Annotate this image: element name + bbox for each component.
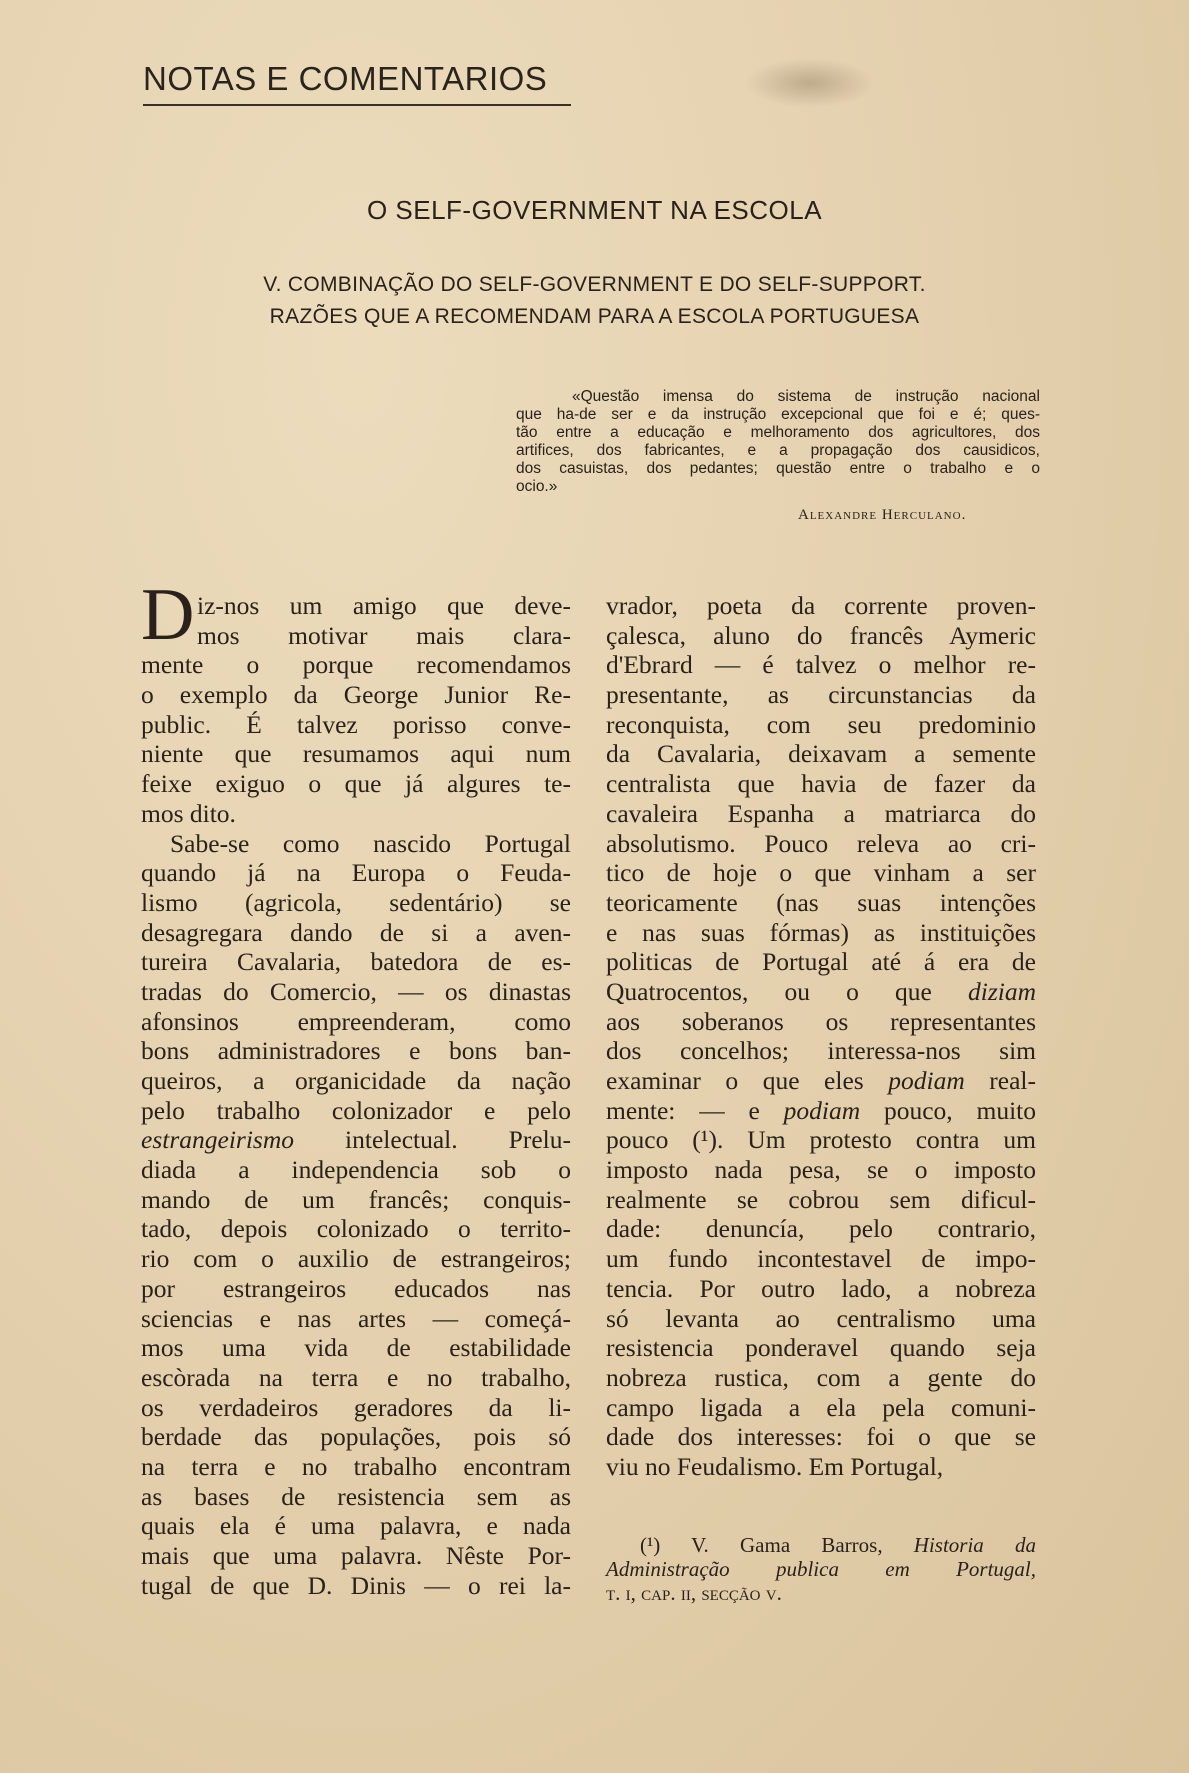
text-line: realmente se cobrou sem dificul- — [606, 1184, 1036, 1214]
text-line: bons administradores e bons ban- — [141, 1036, 571, 1066]
text-line: politicas de Portugal até á era de — [606, 947, 1036, 977]
epigraph-quote — [516, 388, 1040, 496]
text-line: viu no Feudalismo. Em Portugal, — [606, 1451, 944, 1481]
text-line: tugal de que D. Dinis — o rei la- — [141, 1570, 571, 1600]
text-line: nobreza rustica, com a gente do — [606, 1362, 1036, 1392]
epigraph-line: «Questão imensa do sistema de instrução nacional — [572, 388, 1040, 405]
text-line: pelo trabalho colonizador e pelo — [141, 1095, 571, 1125]
epigraph-author: Alexandre Herculano. — [798, 507, 967, 523]
text-line: niente que resumamos aqui num — [141, 739, 571, 769]
text-line: e nas suas fórmas) as instituições — [606, 917, 1036, 947]
drop-cap: D — [141, 574, 195, 656]
text-line: mando de um francês; conquis- — [141, 1184, 571, 1214]
text-line: rio com o auxilio de estrangeiros; — [141, 1244, 571, 1274]
text-line: afonsinos empreenderam, como — [141, 1006, 571, 1036]
text-line: berdade das populações, pois só — [141, 1422, 571, 1452]
text-line: iz-nos um amigo que deve- — [197, 591, 571, 620]
text-line: o exemplo da George Junior Re- — [141, 680, 571, 710]
text-line: tureira Cavalaria, batedora de es- — [141, 947, 571, 977]
text-line: aos soberanos os representantes — [606, 1006, 1036, 1036]
text-line: mente: — e podiam pouco, muito — [606, 1095, 1036, 1125]
text-line: feixe exiguo o que já algures te- — [141, 769, 571, 799]
text-line: as bases de resistencia sem as — [141, 1481, 571, 1511]
text-line: os verdadeiros geradores da li- — [141, 1392, 571, 1422]
epigraph-line: que ha-de ser e da instrução excepcional que foi e é; ques- — [516, 406, 1040, 423]
text-line: Sabe-se como nascido Portugal — [170, 828, 571, 858]
text-line: pouco (¹). Um protesto contra um — [606, 1125, 1036, 1155]
text-line: centralista que havia de fazer da — [606, 769, 1036, 799]
text-line: reconquista, com seu predominio — [606, 709, 1036, 739]
text-line: dade dos interesses: foi o que se — [606, 1422, 1036, 1452]
footnote-line: t. i, cap. ii, secção v. — [606, 1581, 782, 1605]
footnote-line: (¹) V. Gama Barros, Historia da — [640, 1533, 1036, 1557]
text-line: d'Ebrard — é talvez o melhor re- — [606, 650, 1036, 680]
text-line: por estrangeiros educados nas — [141, 1273, 571, 1303]
footnote-line: Administração publica em Portugal, — [606, 1557, 1036, 1581]
epigraph-line: dos casuistas, dos pedantes; questão entre o trabalho e o — [516, 460, 1040, 477]
text-line: absolutismo. Pouco releva ao cri- — [606, 828, 1036, 858]
epigraph-line: artifices, dos fabricantes, e a propagação dos causidicos, — [516, 442, 1040, 459]
text-line: examinar o que eles podiam real- — [606, 1066, 1036, 1095]
text-line: presentante, as circunstancias da — [606, 680, 1036, 710]
footnote — [606, 1533, 1036, 1605]
text-line: escòrada na terra e no trabalho, — [141, 1362, 571, 1392]
text-line: só levanta ao centralismo uma — [606, 1303, 1036, 1333]
text-line: desagregara dando de si a aven- — [141, 917, 571, 947]
text-line: tado, depois colonizado o territo- — [141, 1214, 571, 1244]
text-line: campo ligada a ela pela comuni- — [606, 1392, 1036, 1422]
text-line: dos concelhos; interessa-nos sim — [606, 1036, 1036, 1066]
text-line: tradas do Comercio, — os dinastas — [141, 976, 571, 1006]
text-line: mos uma vida de estabilidade — [141, 1333, 571, 1363]
text-line: tico de hoje o que vinham a ser — [606, 858, 1036, 888]
text-line: mos dito. — [141, 798, 236, 828]
text-line: da Cavalaria, deixavam a semente — [606, 739, 1036, 769]
ink-smudge — [745, 58, 875, 108]
article-title: O SELF-GOVERNMENT NA ESCOLA — [366, 195, 823, 225]
text-line: queiros, a organicidade da nação — [141, 1066, 571, 1095]
left-column — [141, 591, 571, 1600]
text-line: quando já na Europa o Feuda- — [141, 858, 571, 888]
text-line: teoricamente (nas suas intenções — [606, 887, 1036, 917]
text-line: mente o porque recomendamos — [141, 650, 571, 680]
text-line: na terra e no trabalho encontram — [141, 1451, 571, 1481]
text-line: diada a independencia sob o — [141, 1155, 571, 1185]
section-header: NOTAS E COMENTARIOS — [143, 60, 571, 106]
epigraph-line: tão entre a educação e melhoramento dos agricultores, dos — [516, 424, 1040, 441]
text-line: çalesca, aluno do francês Aymeric — [606, 620, 1036, 650]
text-line: public. É talvez porisso conve- — [141, 709, 571, 739]
text-line: resistencia ponderavel quando seja — [606, 1333, 1036, 1363]
article-subtitle-line-1: V. COMBINAÇÃO DO SELF-GOVERNMENT E DO SELF-SUPPORT. — [263, 273, 926, 296]
text-line: lismo (agricola, sedentário) se — [141, 887, 571, 917]
text-line: dade: denuncía, pelo contrario, — [606, 1214, 1036, 1244]
text-line: sciencias e nas artes — começá- — [141, 1303, 571, 1333]
text-line: estrangeirismo intelectual. Prelu- — [141, 1125, 571, 1155]
text-line: um fundo incontestavel de impo- — [606, 1244, 1036, 1274]
text-line: tencia. Por outro lado, a nobreza — [606, 1273, 1036, 1303]
text-line: vrador, poeta da corrente proven- — [606, 591, 1036, 620]
text-line: quais ela é uma palavra, e nada — [141, 1511, 571, 1541]
article-subtitle-line-2: RAZÕES QUE A RECOMENDAM PARA A ESCOLA PORTUGUESA — [269, 305, 920, 328]
text-line: imposto nada pesa, se o imposto — [606, 1155, 1036, 1185]
text-line: mos motivar mais clara- — [197, 620, 571, 650]
right-column — [606, 591, 1036, 1482]
epigraph-line: ocio.» — [516, 478, 558, 495]
text-line: mais que uma palavra. Nêste Por- — [141, 1541, 571, 1570]
text-line: cavaleira Espanha a matriarca do — [606, 798, 1036, 828]
text-line: Quatrocentos, ou o que diziam — [606, 976, 1036, 1006]
